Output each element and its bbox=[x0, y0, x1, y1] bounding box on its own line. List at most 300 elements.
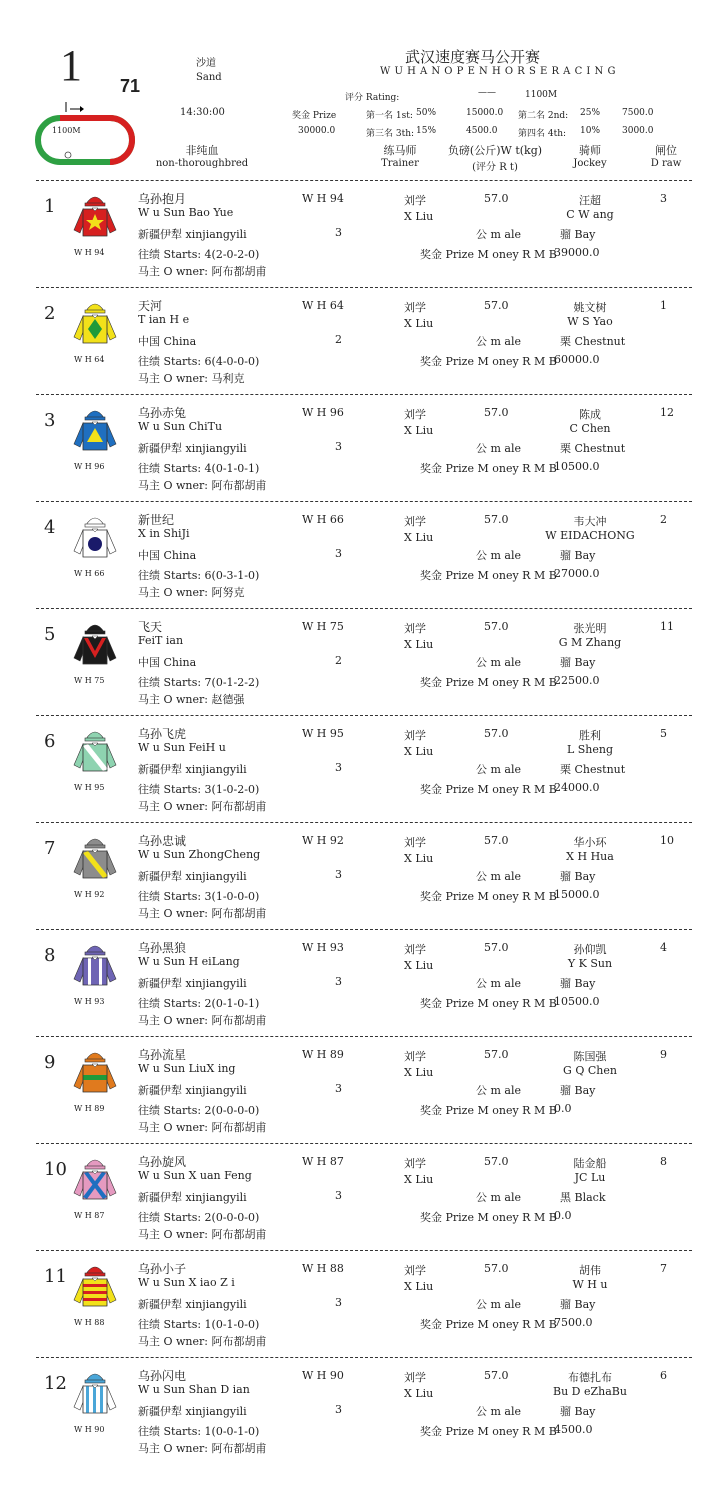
runner-name-cn: 乌孙赤兔 bbox=[138, 406, 187, 420]
distance: 1100M bbox=[525, 90, 558, 100]
second-pct: 25% bbox=[580, 108, 601, 118]
runner-prize-label: 奖金 Prize M oney R M B bbox=[420, 462, 557, 475]
runner-name-en: W u Sun ZhongCheng bbox=[138, 848, 261, 861]
jockey-silk-icon bbox=[70, 513, 120, 567]
race-time: 14:30:00 bbox=[180, 107, 225, 118]
runner-draw: 2 bbox=[660, 513, 667, 526]
runner-prize-label: 奖金 Prize M oney R M B bbox=[420, 1425, 557, 1438]
runner-row bbox=[0, 828, 720, 935]
runner-name-en: T ian H e bbox=[138, 313, 190, 326]
runner-origin: 新疆伊犁 xinjiangyili bbox=[138, 1191, 247, 1204]
runner-silk-code: W H 90 bbox=[74, 1425, 105, 1434]
jockey-silk-icon bbox=[70, 834, 120, 888]
header-jockey-cn: 骑师 bbox=[579, 144, 601, 157]
runner-row bbox=[0, 614, 720, 721]
runner-jockey-cn: 华小环 bbox=[573, 836, 607, 849]
runner-name-cn: 乌孙忠诚 bbox=[138, 834, 187, 848]
runner-weight: 57.0 bbox=[484, 941, 509, 954]
third-label: 第三名 3th: bbox=[366, 129, 415, 139]
runner-trainer-en: X Liu bbox=[404, 1280, 434, 1293]
fourth-label: 第四名 4th: bbox=[518, 129, 567, 139]
runner-jockey-en: C Chen bbox=[569, 422, 611, 435]
runner-prize: 39000.0 bbox=[554, 246, 600, 259]
runner-number: 4 bbox=[44, 517, 56, 538]
row-divider bbox=[36, 501, 692, 502]
runner-draw: 11 bbox=[660, 620, 674, 633]
runner-rating: 2 bbox=[335, 333, 342, 346]
breed-cn: 非纯血 bbox=[185, 144, 219, 157]
runner-color: 栗 Chestnut bbox=[560, 442, 626, 455]
jockey-silk-icon bbox=[70, 406, 120, 460]
runner-row bbox=[0, 186, 720, 293]
runner-trainer-cn: 刘学 bbox=[404, 622, 426, 635]
runner-starts: 往绩 Starts: 6(4-0-0-0) bbox=[138, 355, 260, 368]
runner-rating: 3 bbox=[335, 547, 342, 560]
runner-rating: 3 bbox=[335, 1403, 342, 1416]
runner-origin: 中国 China bbox=[138, 656, 197, 669]
header-trainer-en: Trainer bbox=[381, 158, 419, 169]
runner-jockey-cn: 胡伟 bbox=[579, 1264, 601, 1277]
surface-cn: 沙道 bbox=[196, 58, 216, 69]
runner-trainer-cn: 刘学 bbox=[404, 943, 426, 956]
runner-trainer-en: X Liu bbox=[404, 424, 434, 437]
runner-owner: 马主 O wner: 阿布都胡甫 bbox=[138, 1442, 267, 1455]
runner-origin: 新疆伊犁 xinjiangyili bbox=[138, 228, 247, 241]
runner-jockey-cn: 陈成 bbox=[579, 408, 601, 421]
runner-row bbox=[0, 507, 720, 614]
runner-starts: 往绩 Starts: 6(0-3-1-0) bbox=[138, 569, 260, 582]
header-jockey-en: Jockey bbox=[573, 158, 607, 169]
runner-prize: 10500.0 bbox=[554, 460, 600, 473]
runner-row bbox=[0, 721, 720, 828]
runner-name-cn: 乌孙小子 bbox=[138, 1262, 187, 1276]
runner-prize: 24000.0 bbox=[554, 781, 600, 794]
runner-sex: 公 m ale bbox=[476, 228, 522, 241]
runner-rating: 3 bbox=[335, 226, 342, 239]
runner-name-cn: 乌孙闪电 bbox=[138, 1369, 187, 1383]
runner-prize-label: 奖金 Prize M oney R M B bbox=[420, 248, 557, 261]
runner-silk-code: W H 87 bbox=[74, 1211, 105, 1220]
first-label: 第一名 1st: bbox=[366, 111, 413, 121]
runner-name-cn: 乌孙旋风 bbox=[138, 1155, 187, 1169]
runner-name-en: W u Sun Bao Yue bbox=[138, 206, 234, 219]
runner-jockey-cn: 姚文树 bbox=[573, 301, 607, 314]
runner-jockey-cn: 孙仰凯 bbox=[573, 943, 607, 956]
runner-name-cn: 新世纪 bbox=[138, 513, 175, 527]
runner-draw: 12 bbox=[660, 406, 674, 419]
race-number: 1 bbox=[60, 41, 82, 90]
runner-code: W H 75 bbox=[302, 620, 344, 633]
runner-name-en: W u Sun ChiTu bbox=[138, 420, 223, 433]
second-label: 第二名 2nd: bbox=[518, 111, 569, 121]
runner-prize-label: 奖金 Prize M oney R M B bbox=[420, 676, 557, 689]
race-title-en: W U H A N O P E N H O R S E R A C I N G bbox=[380, 66, 616, 77]
runner-trainer-cn: 刘学 bbox=[404, 301, 426, 314]
header-draw-en: D raw bbox=[650, 158, 682, 169]
runner-draw: 3 bbox=[660, 192, 667, 205]
runner-name-cn: 乌孙抱月 bbox=[138, 192, 187, 206]
runner-trainer-en: X Liu bbox=[404, 317, 434, 330]
header-draw-cn: 闸位 bbox=[655, 144, 677, 157]
runner-rating: 3 bbox=[335, 1189, 342, 1202]
runner-sex: 公 m ale bbox=[476, 1405, 522, 1418]
runner-jockey-en: W H u bbox=[572, 1278, 608, 1291]
runner-silk-code: W H 66 bbox=[74, 569, 105, 578]
runner-trainer-en: X Liu bbox=[404, 1173, 434, 1186]
jockey-silk-icon bbox=[70, 1369, 120, 1423]
runner-row bbox=[0, 1256, 720, 1363]
runner-code: W H 94 bbox=[302, 192, 344, 205]
runner-sex: 公 m ale bbox=[476, 870, 522, 883]
jockey-silk-icon bbox=[70, 1262, 120, 1316]
runner-number: 11 bbox=[44, 1266, 67, 1287]
row-divider bbox=[36, 608, 692, 609]
runner-trainer-en: X Liu bbox=[404, 638, 434, 651]
runner-origin: 新疆伊犁 xinjiangyili bbox=[138, 870, 247, 883]
runner-trainer-en: X Liu bbox=[404, 1066, 434, 1079]
fourth-pct: 10% bbox=[580, 126, 601, 136]
runner-rating: 3 bbox=[335, 1296, 342, 1309]
jockey-silk-icon bbox=[70, 1048, 120, 1102]
runner-origin: 新疆伊犁 xinjiangyili bbox=[138, 1405, 247, 1418]
runner-weight: 57.0 bbox=[484, 192, 509, 205]
runner-owner: 马主 O wner: 赵德强 bbox=[138, 693, 245, 706]
runner-color: 骝 Bay bbox=[560, 1298, 596, 1311]
first-amt: 15000.0 bbox=[466, 108, 504, 118]
runner-silk-code: W H 89 bbox=[74, 1104, 105, 1113]
row-divider bbox=[36, 822, 692, 823]
runner-weight: 57.0 bbox=[484, 299, 509, 312]
jockey-silk-icon bbox=[70, 299, 120, 353]
runner-prize-label: 奖金 Prize M oney R M B bbox=[420, 1104, 557, 1117]
runner-trainer-en: X Liu bbox=[404, 1387, 434, 1400]
runner-jockey-en: X H Hua bbox=[566, 850, 614, 863]
runner-row bbox=[0, 293, 720, 400]
runner-owner: 马主 O wner: 阿布都胡甫 bbox=[138, 1121, 267, 1134]
runner-jockey-cn: 韦大冲 bbox=[573, 515, 607, 528]
runner-starts: 往绩 Starts: 1(0-0-1-0) bbox=[138, 1425, 260, 1438]
row-divider bbox=[36, 180, 692, 181]
runner-prize-label: 奖金 Prize M oney R M B bbox=[420, 1318, 557, 1331]
runner-jockey-cn: 陆金船 bbox=[573, 1157, 607, 1170]
runner-silk-code: W H 75 bbox=[74, 676, 105, 685]
track-oval-icon bbox=[34, 98, 136, 168]
runner-owner: 马主 O wner: 阿布都胡甫 bbox=[138, 1228, 267, 1241]
jockey-silk-icon bbox=[70, 192, 120, 246]
runner-jockey-cn: 布德扎布 bbox=[568, 1371, 612, 1384]
runner-jockey-en: JC Lu bbox=[574, 1171, 606, 1184]
runner-draw: 8 bbox=[660, 1155, 667, 1168]
runner-sex: 公 m ale bbox=[476, 977, 522, 990]
runner-prize-label: 奖金 Prize M oney R M B bbox=[420, 569, 557, 582]
runner-name-cn: 飞天 bbox=[138, 620, 163, 634]
runner-row bbox=[0, 1042, 720, 1149]
header-weight-cn: 负磅(公斤)W t(kg) bbox=[447, 144, 543, 157]
runner-prize-label: 奖金 Prize M oney R M B bbox=[420, 890, 557, 903]
runner-starts: 往绩 Starts: 2(0-0-0-0) bbox=[138, 1104, 260, 1117]
runner-owner: 马主 O wner: 阿布都胡甫 bbox=[138, 479, 267, 492]
runner-weight: 57.0 bbox=[484, 1048, 509, 1061]
runner-origin: 新疆伊犁 xinjiangyili bbox=[138, 977, 247, 990]
runner-name-en: W u Sun Shan D ian bbox=[138, 1383, 250, 1396]
runner-weight: 57.0 bbox=[484, 834, 509, 847]
runner-trainer-cn: 刘学 bbox=[404, 1371, 426, 1384]
runner-number: 10 bbox=[44, 1159, 67, 1180]
runner-jockey-en: L Sheng bbox=[566, 743, 614, 756]
runner-prize-label: 奖金 Prize M oney R M B bbox=[420, 997, 557, 1010]
race-title-cn: 武汉速度赛马公开赛 bbox=[405, 48, 541, 66]
runner-trainer-en: X Liu bbox=[404, 852, 434, 865]
row-divider bbox=[36, 715, 692, 716]
runner-name-en: W u Sun FeiH u bbox=[138, 741, 226, 754]
runner-trainer-cn: 刘学 bbox=[404, 1157, 426, 1170]
runner-sex: 公 m ale bbox=[476, 1298, 522, 1311]
runner-starts: 往绩 Starts: 2(0-1-0-1) bbox=[138, 997, 260, 1010]
runner-code: W H 66 bbox=[302, 513, 344, 526]
runner-weight: 57.0 bbox=[484, 1262, 509, 1275]
runner-jockey-en: G Q Chen bbox=[563, 1064, 617, 1077]
runner-color: 栗 Chestnut bbox=[560, 335, 626, 348]
rating-label: 评分 Rating: bbox=[345, 93, 400, 103]
runner-starts: 往绩 Starts: 3(1-0-2-0) bbox=[138, 783, 260, 796]
runner-origin: 新疆伊犁 xinjiangyili bbox=[138, 763, 247, 776]
runner-draw: 6 bbox=[660, 1369, 667, 1382]
runner-color: 骝 Bay bbox=[560, 1084, 596, 1097]
runner-jockey-en: C W ang bbox=[566, 208, 614, 221]
runner-sex: 公 m ale bbox=[476, 549, 522, 562]
runner-starts: 往绩 Starts: 3(1-0-0-0) bbox=[138, 890, 260, 903]
row-divider bbox=[36, 1036, 692, 1037]
runner-draw: 4 bbox=[660, 941, 667, 954]
runner-code: W H 95 bbox=[302, 727, 344, 740]
runner-prize: 15000.0 bbox=[554, 888, 600, 901]
runner-origin: 新疆伊犁 xinjiangyili bbox=[138, 1084, 247, 1097]
runner-code: W H 64 bbox=[302, 299, 344, 312]
second-amt: 7500.0 bbox=[622, 108, 654, 118]
runner-color: 骝 Bay bbox=[560, 656, 596, 669]
runner-weight: 57.0 bbox=[484, 406, 509, 419]
runner-number: 5 bbox=[44, 624, 56, 645]
jockey-silk-icon bbox=[70, 941, 120, 995]
runner-sex: 公 m ale bbox=[476, 1191, 522, 1204]
runner-weight: 57.0 bbox=[484, 513, 509, 526]
runner-weight: 57.0 bbox=[484, 727, 509, 740]
runner-name-en: W u Sun H eiLang bbox=[138, 955, 240, 968]
runner-rating: 2 bbox=[335, 654, 342, 667]
runner-prize: 7500.0 bbox=[554, 1316, 593, 1329]
runner-origin: 中国 China bbox=[138, 335, 197, 348]
runner-silk-code: W H 95 bbox=[74, 783, 105, 792]
runner-jockey-en: Bu D eZhaBu bbox=[553, 1385, 627, 1398]
row-divider bbox=[36, 1250, 692, 1251]
runner-jockey-en: W S Yao bbox=[567, 315, 613, 328]
runner-origin: 新疆伊犁 xinjiangyili bbox=[138, 1298, 247, 1311]
runner-prize-label: 奖金 Prize M oney R M B bbox=[420, 1211, 557, 1224]
runner-jockey-en: W EIDACHONG bbox=[545, 529, 635, 542]
runner-code: W H 90 bbox=[302, 1369, 344, 1382]
runner-jockey-cn: 陈国强 bbox=[573, 1050, 607, 1063]
runner-name-cn: 乌孙黑狼 bbox=[138, 941, 187, 955]
runner-trainer-cn: 刘学 bbox=[404, 729, 426, 742]
runner-jockey-en: Y K Sun bbox=[567, 957, 613, 970]
runner-trainer-cn: 刘学 bbox=[404, 836, 426, 849]
runner-number: 7 bbox=[44, 838, 56, 859]
runner-owner: 马主 O wner: 阿努克 bbox=[138, 586, 245, 599]
runner-jockey-cn: 张光明 bbox=[573, 622, 607, 635]
runner-starts: 往绩 Starts: 1(0-1-0-0) bbox=[138, 1318, 260, 1331]
runner-trainer-cn: 刘学 bbox=[404, 194, 426, 207]
runner-trainer-en: X Liu bbox=[404, 531, 434, 544]
runner-owner: 马主 O wner: 阿布都胡甫 bbox=[138, 1014, 267, 1027]
runner-prize: 0.0 bbox=[554, 1102, 572, 1115]
runner-origin: 中国 China bbox=[138, 549, 197, 562]
runner-number: 9 bbox=[44, 1052, 56, 1073]
rating-value: —— bbox=[478, 88, 496, 98]
runner-name-cn: 乌孙流星 bbox=[138, 1048, 187, 1062]
runner-sex: 公 m ale bbox=[476, 656, 522, 669]
row-divider bbox=[36, 287, 692, 288]
jockey-silk-icon bbox=[70, 1155, 120, 1209]
prize-total: 30000.0 bbox=[298, 126, 336, 136]
runner-origin: 新疆伊犁 xinjiangyili bbox=[138, 442, 247, 455]
runner-sex: 公 m ale bbox=[476, 763, 522, 776]
runner-starts: 往绩 Starts: 4(2-0-2-0) bbox=[138, 248, 260, 261]
runner-silk-code: W H 64 bbox=[74, 355, 105, 364]
runner-owner: 马主 O wner: 阿布都胡甫 bbox=[138, 907, 267, 920]
jockey-silk-icon bbox=[70, 727, 120, 781]
runner-owner: 马主 O wner: 阿布都胡甫 bbox=[138, 800, 267, 813]
runner-code: W H 92 bbox=[302, 834, 344, 847]
runner-rating: 3 bbox=[335, 440, 342, 453]
runner-owner: 马主 O wner: 马利克 bbox=[138, 372, 245, 385]
runner-silk-code: W H 88 bbox=[74, 1318, 105, 1327]
runner-draw: 7 bbox=[660, 1262, 667, 1275]
runner-silk-code: W H 96 bbox=[74, 462, 105, 471]
runner-trainer-cn: 刘学 bbox=[404, 408, 426, 421]
runner-color: 黑 Black bbox=[560, 1191, 606, 1204]
runner-row bbox=[0, 935, 720, 1042]
runner-code: W H 88 bbox=[302, 1262, 344, 1275]
runner-owner: 马主 O wner: 阿布都胡甫 bbox=[138, 265, 267, 278]
runner-color: 骝 Bay bbox=[560, 870, 596, 883]
fourth-amt: 3000.0 bbox=[622, 126, 654, 136]
runner-prize-label: 奖金 Prize M oney R M B bbox=[420, 783, 557, 796]
runner-silk-code: W H 92 bbox=[74, 890, 105, 899]
row-divider bbox=[36, 394, 692, 395]
runner-color: 骝 Bay bbox=[560, 228, 596, 241]
track-distance: 1100M bbox=[52, 126, 81, 135]
runner-number: 6 bbox=[44, 731, 56, 752]
runner-prize: 0.0 bbox=[554, 1209, 572, 1222]
runner-number: 1 bbox=[44, 196, 56, 217]
runner-rating: 3 bbox=[335, 1082, 342, 1095]
runner-name-en: W u Sun X uan Feng bbox=[138, 1169, 252, 1182]
surface-en: Sand bbox=[196, 72, 222, 83]
runner-row bbox=[0, 1149, 720, 1256]
runner-weight: 57.0 bbox=[484, 1155, 509, 1168]
header-trainer-cn: 练马师 bbox=[383, 144, 417, 157]
runner-row bbox=[0, 1363, 720, 1470]
runner-silk-code: W H 93 bbox=[74, 997, 105, 1006]
track-diagram bbox=[34, 98, 136, 168]
runner-code: W H 93 bbox=[302, 941, 344, 954]
runner-trainer-en: X Liu bbox=[404, 959, 434, 972]
row-divider bbox=[36, 929, 692, 930]
runner-code: W H 96 bbox=[302, 406, 344, 419]
runner-trainer-en: X Liu bbox=[404, 745, 434, 758]
runner-jockey-cn: 汪超 bbox=[579, 194, 601, 207]
runner-draw: 10 bbox=[660, 834, 674, 847]
runner-rating: 3 bbox=[335, 975, 342, 988]
race-class: 71 bbox=[120, 76, 141, 96]
runner-prize: 27000.0 bbox=[554, 567, 600, 580]
runner-color: 骝 Bay bbox=[560, 1405, 596, 1418]
runner-silk-code: W H 94 bbox=[74, 248, 105, 257]
runner-color: 栗 Chestnut bbox=[560, 763, 626, 776]
runner-color: 骝 Bay bbox=[560, 549, 596, 562]
runner-trainer-en: X Liu bbox=[404, 210, 434, 223]
first-pct: 50% bbox=[416, 108, 437, 118]
runner-name-cn: 乌孙飞虎 bbox=[138, 727, 187, 741]
runner-rating: 3 bbox=[335, 868, 342, 881]
runner-starts: 往绩 Starts: 7(0-1-2-2) bbox=[138, 676, 260, 689]
runner-row bbox=[0, 400, 720, 507]
runner-draw: 1 bbox=[660, 299, 667, 312]
runner-trainer-cn: 刘学 bbox=[404, 1264, 426, 1277]
row-divider bbox=[36, 1357, 692, 1358]
runner-number: 2 bbox=[44, 303, 56, 324]
runner-trainer-cn: 刘学 bbox=[404, 515, 426, 528]
runner-sex: 公 m ale bbox=[476, 335, 522, 348]
runner-prize: 4500.0 bbox=[554, 1423, 593, 1436]
runner-weight: 57.0 bbox=[484, 1369, 509, 1382]
runner-number: 8 bbox=[44, 945, 56, 966]
runner-owner: 马主 O wner: 阿布都胡甫 bbox=[138, 1335, 267, 1348]
runner-weight: 57.0 bbox=[484, 620, 509, 633]
runner-draw: 5 bbox=[660, 727, 667, 740]
runner-name-en: FeiT ian bbox=[138, 634, 184, 647]
runner-rating: 3 bbox=[335, 761, 342, 774]
runner-name-en: W u Sun X iao Z i bbox=[138, 1276, 235, 1289]
runner-prize: 22500.0 bbox=[554, 674, 600, 687]
runner-prize: 10500.0 bbox=[554, 995, 600, 1008]
runner-number: 12 bbox=[44, 1373, 67, 1394]
runner-number: 3 bbox=[44, 410, 56, 431]
runner-jockey-en: G M Zhang bbox=[558, 636, 622, 649]
prize-label: 奖金 Prize bbox=[292, 111, 337, 121]
row-divider bbox=[36, 1143, 692, 1144]
runner-name-en: W u Sun LiuX ing bbox=[138, 1062, 236, 1075]
runner-prize-label: 奖金 Prize M oney R M B bbox=[420, 355, 557, 368]
runner-name-cn: 天河 bbox=[138, 299, 163, 313]
runner-draw: 9 bbox=[660, 1048, 667, 1061]
runner-starts: 往绩 Starts: 2(0-0-0-0) bbox=[138, 1211, 260, 1224]
runner-trainer-cn: 刘学 bbox=[404, 1050, 426, 1063]
runner-color: 骝 Bay bbox=[560, 977, 596, 990]
runner-sex: 公 m ale bbox=[476, 1084, 522, 1097]
runner-starts: 往绩 Starts: 4(0-1-0-1) bbox=[138, 462, 260, 475]
runner-code: W H 89 bbox=[302, 1048, 344, 1061]
jockey-silk-icon bbox=[70, 620, 120, 674]
runner-jockey-cn: 胜利 bbox=[579, 729, 601, 742]
breed-en: non-thoroughbred bbox=[155, 158, 249, 169]
header-weight-en: (评分 R t) bbox=[472, 162, 518, 173]
third-pct: 15% bbox=[416, 126, 437, 136]
runner-prize: 60000.0 bbox=[554, 353, 600, 366]
runner-code: W H 87 bbox=[302, 1155, 344, 1168]
runner-name-en: X in ShiJi bbox=[138, 527, 190, 540]
runner-sex: 公 m ale bbox=[476, 442, 522, 455]
